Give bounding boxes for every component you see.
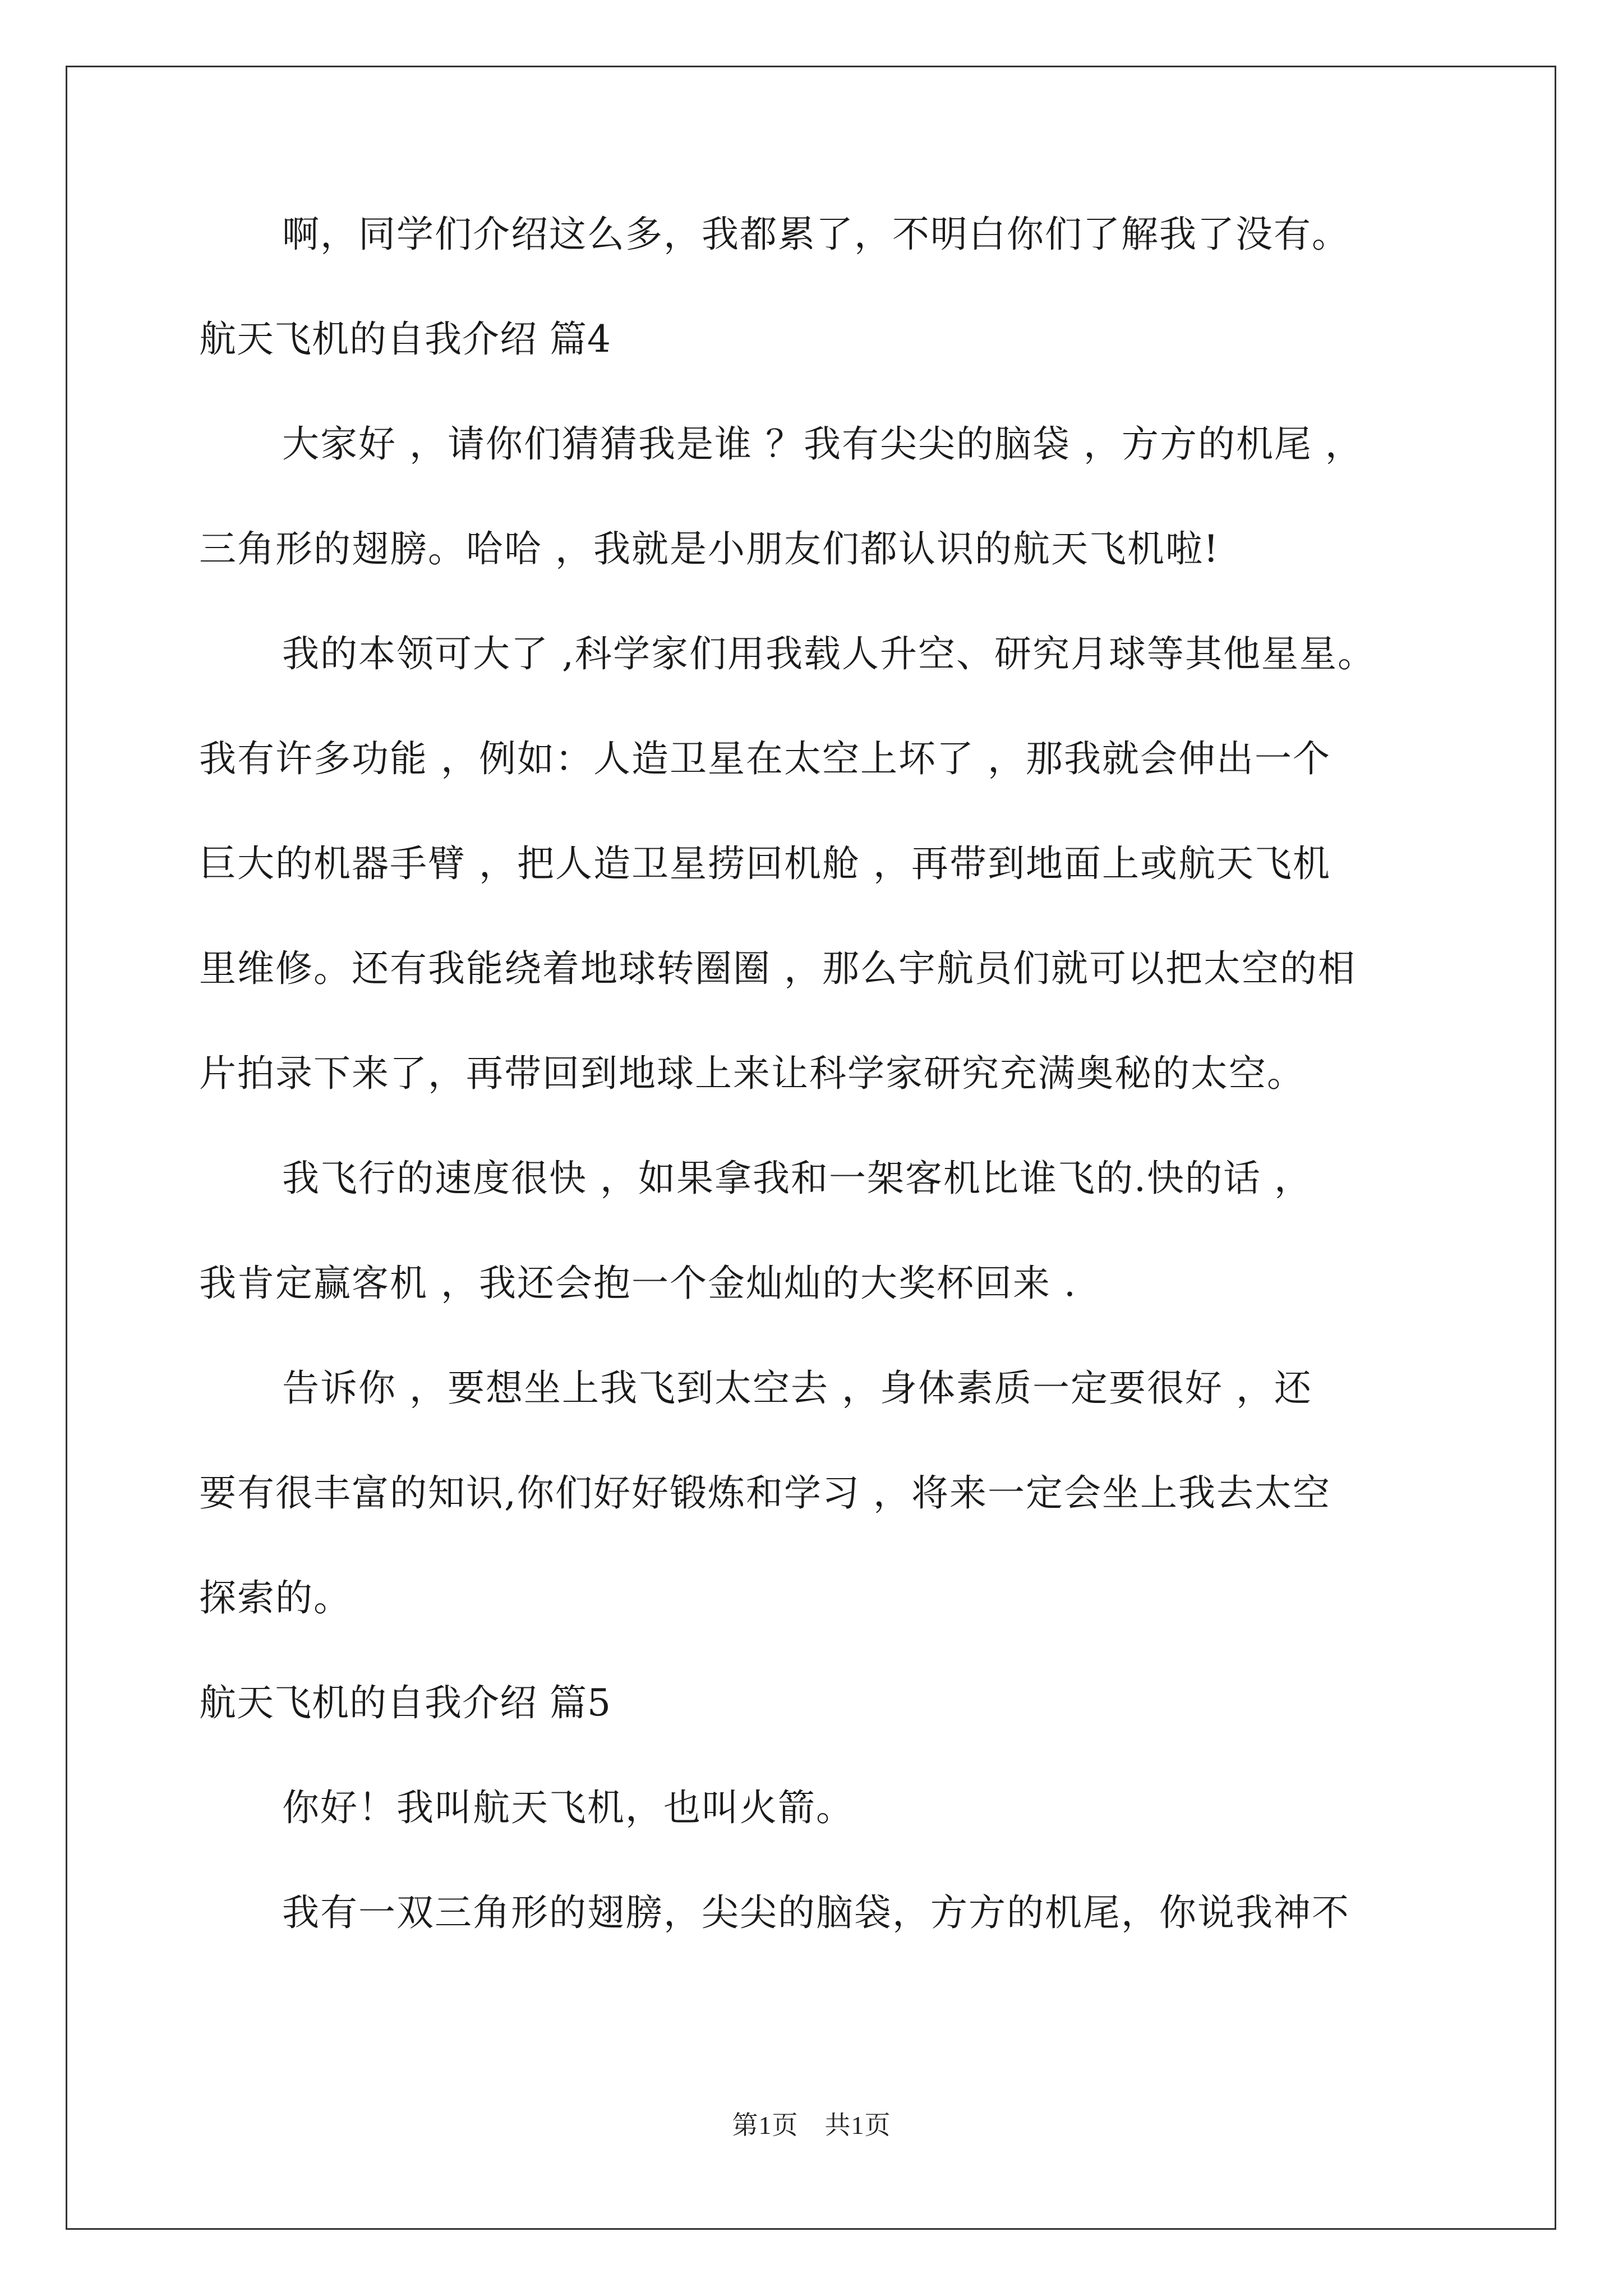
paragraph-line: 大家好 ，请你们猜猜我是谁 ？我有尖尖的脑袋 ，方方的机尾 ， <box>282 422 1363 466</box>
paragraph-line: 告诉你 ，要想坐上我飞到太空去 ，身体素质一定要很好 ，还 <box>282 1366 1312 1410</box>
page-number-footer: 第1页 共1页 <box>732 2111 891 2139</box>
paragraph-line: 要有很丰富的知识,你们好好锻炼和学习 ，将来一定会坐上我去太空 <box>199 1471 1331 1515</box>
paragraph-line: 三角形的翅膀。哈哈 ，我就是小朋友们都认识的航天飞机啦! <box>199 527 1220 570</box>
paragraph-line: 我的本领可大了 ,科学家们用我载人升空、研究月球等其他星星。 <box>282 632 1376 675</box>
paragraph-line: 探索的。 <box>199 1576 352 1619</box>
section-heading: 航天飞机的自我介绍 篇5 <box>199 1681 611 1724</box>
section-heading: 航天飞机的自我介绍 篇4 <box>199 318 611 361</box>
paragraph-line: 啊，同学们介绍这么多，我都累了，不明白你们了解我了没有。 <box>282 213 1350 256</box>
paragraph-line: 我肯定赢客机 ，我还会抱一个金灿灿的大奖杯回来 . <box>199 1262 1077 1305</box>
paragraph-line: 我飞行的速度很快 ，如果拿我和一架客机比谁飞的.快的话 ， <box>282 1157 1312 1200</box>
paragraph-line: 我有一双三角形的翅膀，尖尖的脑袋，方方的机尾，你说我神不 <box>282 1891 1350 1934</box>
paragraph-line: 巨大的机器手臂 ，把人造卫星捞回机舱 ，再带到地面上或航天飞机 <box>199 842 1331 885</box>
paragraph-line: 你好！我叫航天飞机，也叫火箭。 <box>282 1786 854 1829</box>
paragraph-line: 我有许多功能 ，例如：人造卫星在太空上坏了 ，那我就会伸出一个 <box>199 737 1331 780</box>
paragraph-line: 片拍录下来了，再带回到地球上来让科学家研究充满奥秘的太空。 <box>199 1052 1305 1095</box>
paragraph-line: 里维修。还有我能绕着地球转圈圈 ，那么宇航员们就可以把太空的相 <box>199 947 1356 990</box>
document-body <box>199 213 1433 1996</box>
